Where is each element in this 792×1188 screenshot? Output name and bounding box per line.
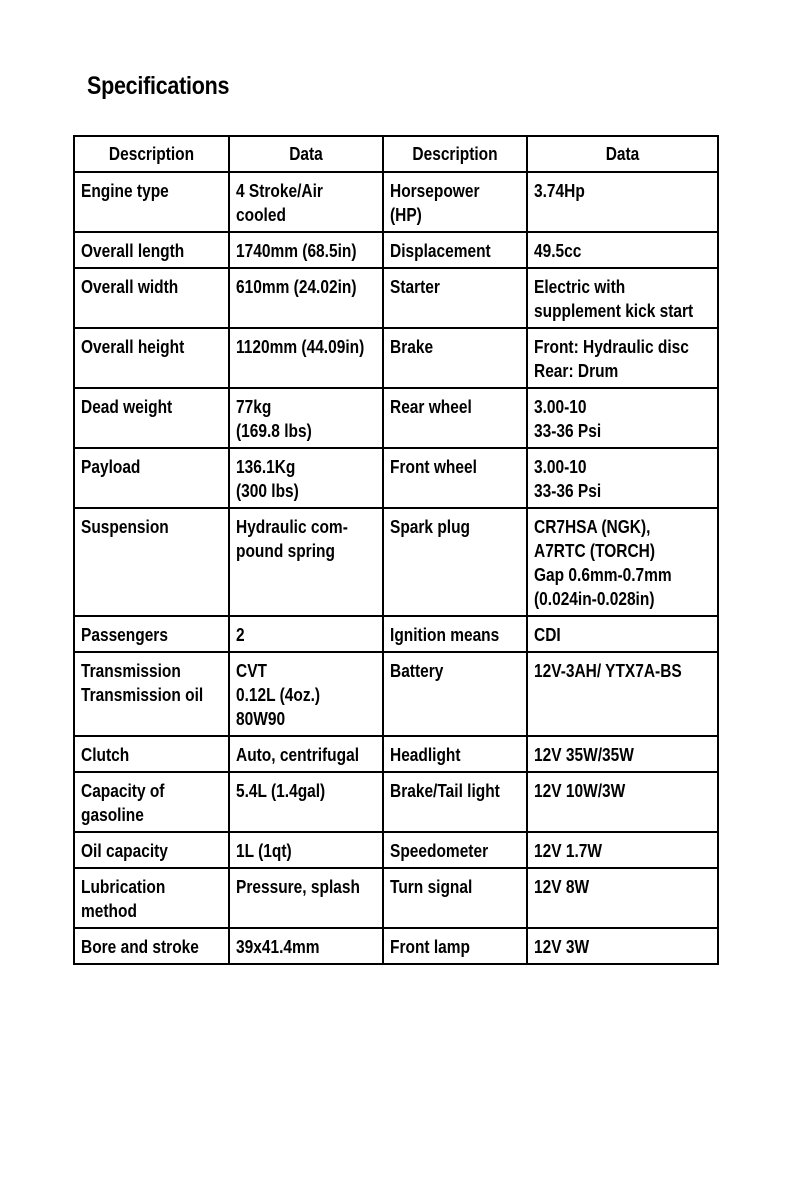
table-header-row [74, 136, 718, 172]
table-cell-description-1: Payload [74, 448, 229, 508]
table-cell-data-2: 12V-3AH/ YTX7A-BS [527, 652, 718, 736]
table-cell-description-2: Speedometer [383, 832, 527, 868]
table-cell-data-2: Electric with supplement kick start [527, 268, 718, 328]
table-row [74, 388, 718, 448]
table-cell-data-1: Hydraulic com- pound spring [229, 508, 383, 616]
table-row [74, 268, 718, 328]
table-cell-description-1: Capacity of gasoline [74, 772, 229, 832]
table-cell-data-1: 5.4L (1.4gal) [229, 772, 383, 832]
table-row [74, 772, 718, 832]
table-cell-data-2: Front: Hydraulic disc Rear: Drum [527, 328, 718, 388]
table-cell-data-2: 3.00-10 33-36 Psi [527, 388, 718, 448]
table-row [74, 508, 718, 616]
table-cell-data-2: 12V 10W/3W [527, 772, 718, 832]
table-cell-description-1: Passengers [74, 616, 229, 652]
table-row [74, 652, 718, 736]
table-cell-description-1: Transmission Transmission oil [74, 652, 229, 736]
table-cell-data-2: 12V 1.7W [527, 832, 718, 868]
table-cell-data-2: 12V 3W [527, 928, 718, 964]
column-header-description-1: Description [74, 136, 229, 172]
table-cell-description-2: Rear wheel [383, 388, 527, 448]
table-cell-data-2: 49.5cc [527, 232, 718, 268]
table-cell-data-2: 12V 8W [527, 868, 718, 928]
specifications-table [73, 135, 719, 965]
table-cell-description-1: Suspension [74, 508, 229, 616]
table-cell-description-1: Overall height [74, 328, 229, 388]
table-cell-description-2: Starter [383, 268, 527, 328]
table-cell-description-2: Battery [383, 652, 527, 736]
table-row [74, 232, 718, 268]
table-cell-data-2: 3.74Hp [527, 172, 718, 232]
table-cell-description-2: Brake [383, 328, 527, 388]
table-cell-data-1: 2 [229, 616, 383, 652]
table-cell-data-1: 77kg (169.8 lbs) [229, 388, 383, 448]
page-title: Specifications [87, 72, 230, 100]
column-header-description-2: Description [383, 136, 527, 172]
table-row [74, 172, 718, 232]
table-cell-description-1: Clutch [74, 736, 229, 772]
table-cell-data-2: 12V 35W/35W [527, 736, 718, 772]
table-cell-data-1: 4 Stroke/Air cooled [229, 172, 383, 232]
table-cell-description-2: Horsepower (HP) [383, 172, 527, 232]
table-cell-description-1: Bore and stroke [74, 928, 229, 964]
table-cell-data-2: 3.00-10 33-36 Psi [527, 448, 718, 508]
table-cell-data-1: Auto, centrifugal [229, 736, 383, 772]
table-cell-data-2: CDI [527, 616, 718, 652]
table-row [74, 736, 718, 772]
table-cell-data-2: CR7HSA (NGK), A7RTC (TORCH) Gap 0.6mm-0.7mm (0.024in-0.028in) [527, 508, 718, 616]
table-cell-description-1: Engine type [74, 172, 229, 232]
table-cell-description-2: Headlight [383, 736, 527, 772]
table-cell-description-1: Oil capacity [74, 832, 229, 868]
table-cell-data-1: 610mm (24.02in) [229, 268, 383, 328]
table-cell-description-2: Ignition means [383, 616, 527, 652]
table-row [74, 832, 718, 868]
table-cell-description-2: Front lamp [383, 928, 527, 964]
table-cell-data-1: 39x41.4mm [229, 928, 383, 964]
table-row [74, 448, 718, 508]
table-cell-data-1: CVT 0.12L (4oz.) 80W90 [229, 652, 383, 736]
table-cell-data-1: 136.1Kg (300 lbs) [229, 448, 383, 508]
table-cell-data-1: Pressure, splash [229, 868, 383, 928]
table-row [74, 928, 718, 964]
column-header-data-2: Data [527, 136, 718, 172]
table-cell-description-2: Turn signal [383, 868, 527, 928]
table-cell-description-1: Overall length [74, 232, 229, 268]
table-cell-description-2: Displacement [383, 232, 527, 268]
table-cell-description-2: Brake/Tail light [383, 772, 527, 832]
table-cell-description-2: Spark plug [383, 508, 527, 616]
table-cell-data-1: 1120mm (44.09in) [229, 328, 383, 388]
table-row [74, 868, 718, 928]
table-row [74, 616, 718, 652]
table-cell-description-2: Front wheel [383, 448, 527, 508]
column-header-data-1: Data [229, 136, 383, 172]
table-row [74, 328, 718, 388]
table-cell-data-1: 1740mm (68.5in) [229, 232, 383, 268]
table-cell-description-1: Lubrication method [74, 868, 229, 928]
table-cell-data-1: 1L (1qt) [229, 832, 383, 868]
table-cell-description-1: Dead weight [74, 388, 229, 448]
table-cell-description-1: Overall width [74, 268, 229, 328]
